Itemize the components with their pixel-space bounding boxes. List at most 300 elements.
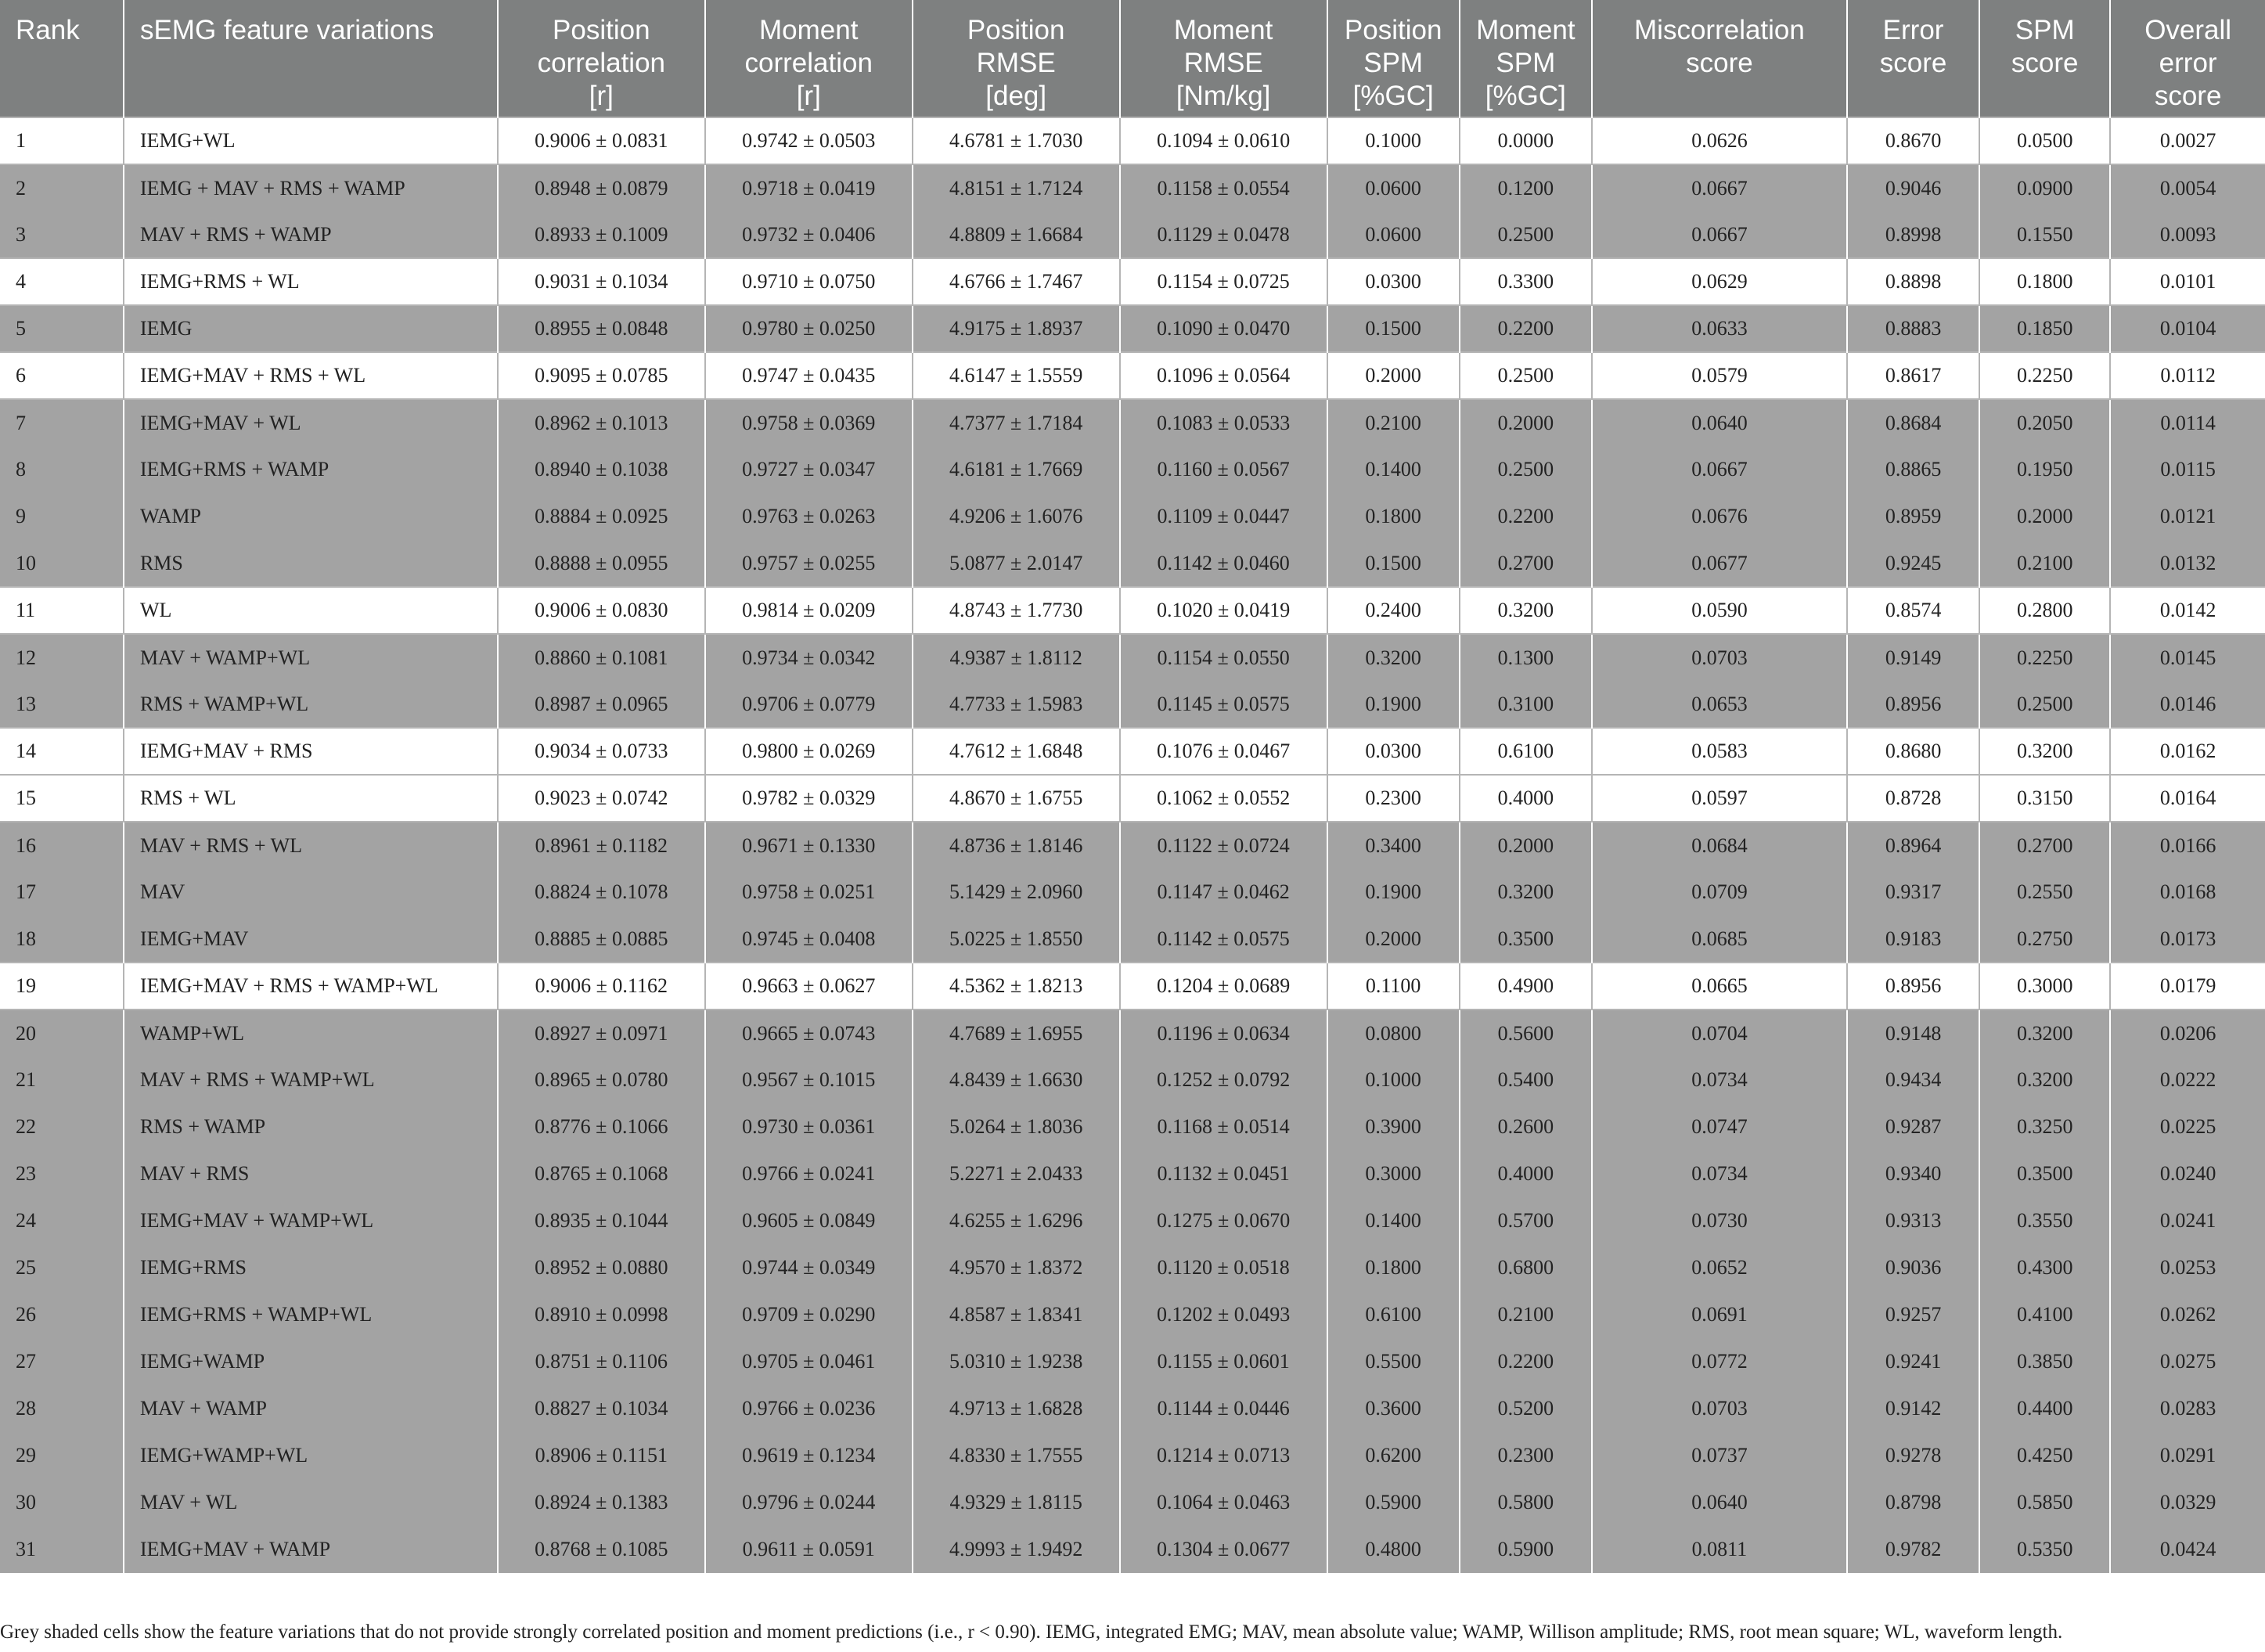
value-cell: 4.7689 ± 1.6955 [913,1010,1120,1056]
value-cell: 0.0168 [2110,869,2265,916]
value-cell: 0.0734 [1592,1056,1847,1103]
rank-cell: 11 [0,587,124,634]
value-cell: 0.9434 [1847,1056,1979,1103]
value-cell: 4.5362 ± 1.8213 [913,963,1120,1010]
value-cell: 0.9732 ± 0.0406 [705,211,913,258]
value-cell: 0.2000 [1327,916,1460,963]
value-cell: 0.2700 [1460,540,1592,587]
value-cell: 0.9742 ± 0.0503 [705,117,913,164]
value-cell: 0.9031 ± 0.1034 [498,258,705,305]
rank-cell: 2 [0,164,124,211]
table-row [0,869,2265,916]
value-cell: 0.4900 [1460,963,1592,1010]
column-header [0,0,124,117]
column-header [913,0,1120,117]
feature-cell: WL [124,587,498,634]
value-cell: 0.0730 [1592,1197,1847,1244]
column-header-line: [deg] [985,81,1047,111]
value-cell: 0.8768 ± 0.1085 [498,1526,705,1573]
feature-cell: RMS + WAMP+WL [124,681,498,728]
value-cell: 0.8955 ± 0.0848 [498,305,705,352]
table-row [0,258,2265,305]
value-cell: 0.0652 [1592,1244,1847,1291]
column-header-line: RMSE [1183,48,1263,78]
value-cell: 0.8824 ± 0.1078 [498,869,705,916]
value-cell: 0.9758 ± 0.0251 [705,869,913,916]
value-cell: 0.8860 ± 0.1081 [498,634,705,681]
rank-cell: 31 [0,1526,124,1573]
feature-cell: IEMG+MAV + WL [124,399,498,446]
value-cell: 0.2000 [1327,352,1460,399]
value-cell: 0.8885 ± 0.0885 [498,916,705,963]
value-cell: 0.1109 ± 0.0447 [1120,493,1327,540]
value-cell: 0.2250 [1979,352,2110,399]
value-cell: 0.0600 [1327,211,1460,258]
column-header [1327,0,1460,117]
value-cell: 0.9782 [1847,1526,1979,1573]
value-cell: 0.5350 [1979,1526,2110,1573]
value-cell: 0.0164 [2110,775,2265,822]
value-cell: 0.0000 [1460,117,1592,164]
table-header [0,0,2265,117]
value-cell: 0.0225 [2110,1103,2265,1150]
value-cell: 0.0665 [1592,963,1847,1010]
column-header-line: Miscorrelation [1634,15,1805,45]
value-cell: 0.4000 [1460,1150,1592,1197]
value-cell: 0.1147 ± 0.0462 [1120,869,1327,916]
column-header-line: correlation [744,48,873,78]
value-cell: 0.8884 ± 0.0925 [498,493,705,540]
value-cell: 0.9046 [1847,164,1979,211]
feature-cell: IEMG + MAV + RMS + WAMP [124,164,498,211]
value-cell: 0.1000 [1327,1056,1460,1103]
value-cell: 0.1252 ± 0.0792 [1120,1056,1327,1103]
value-cell: 0.0166 [2110,822,2265,869]
value-cell: 0.0703 [1592,634,1847,681]
value-cell: 0.9796 ± 0.0244 [705,1479,913,1526]
header-row [0,0,2265,117]
value-cell: 0.1800 [1979,258,2110,305]
value-cell: 0.9142 [1847,1385,1979,1432]
column-header-line: score [2011,48,2079,78]
value-cell: 0.0583 [1592,728,1847,775]
column-header [124,0,498,117]
value-cell: 0.8776 ± 0.1066 [498,1103,705,1150]
value-cell: 5.0264 ± 1.8036 [913,1103,1120,1150]
value-cell: 0.0146 [2110,681,2265,728]
column-header [1979,0,2110,117]
value-cell: 0.1000 [1327,117,1460,164]
value-cell: 0.9800 ± 0.0269 [705,728,913,775]
value-cell: 0.0640 [1592,1479,1847,1526]
value-cell: 0.9340 [1847,1150,1979,1197]
value-cell: 0.8617 [1847,352,1979,399]
feature-cell: RMS + WL [124,775,498,822]
value-cell: 0.0121 [2110,493,2265,540]
rank-cell: 9 [0,493,124,540]
value-cell: 0.0241 [2110,1197,2265,1244]
column-header [2110,0,2265,117]
feature-cell: IEMG+MAV + WAMP [124,1526,498,1573]
value-cell: 0.5200 [1460,1385,1592,1432]
rank-cell: 16 [0,822,124,869]
value-cell: 0.8798 [1847,1479,1979,1526]
rank-cell: 25 [0,1244,124,1291]
feature-cell: IEMG+MAV + RMS + WAMP+WL [124,963,498,1010]
value-cell: 0.5500 [1327,1338,1460,1385]
value-cell: 0.1304 ± 0.0677 [1120,1526,1327,1573]
value-cell: 0.8680 [1847,728,1979,775]
value-cell: 0.0329 [2110,1479,2265,1526]
value-cell: 0.0590 [1592,587,1847,634]
feature-cell: MAV + WAMP [124,1385,498,1432]
value-cell: 0.1204 ± 0.0689 [1120,963,1327,1010]
column-header-line: score [2154,81,2222,111]
value-cell: 0.0676 [1592,493,1847,540]
value-cell: 4.6766 ± 1.7467 [913,258,1120,305]
table-row [0,1432,2265,1479]
value-cell: 0.0093 [2110,211,2265,258]
table-row [0,352,2265,399]
rank-cell: 15 [0,775,124,822]
value-cell: 4.6781 ± 1.7030 [913,117,1120,164]
value-cell: 4.8743 ± 1.7730 [913,587,1120,634]
value-cell: 5.1429 ± 2.0960 [913,869,1120,916]
value-cell: 0.1144 ± 0.0446 [1120,1385,1327,1432]
value-cell: 4.8151 ± 1.7124 [913,164,1120,211]
value-cell: 0.6800 [1460,1244,1592,1291]
value-cell: 0.1160 ± 0.0567 [1120,446,1327,493]
value-cell: 0.0142 [2110,587,2265,634]
value-cell: 0.8927 ± 0.0971 [498,1010,705,1056]
value-cell: 0.0500 [1979,117,2110,164]
table-row [0,916,2265,963]
rank-cell: 27 [0,1338,124,1385]
rank-cell: 21 [0,1056,124,1103]
table-row [0,211,2265,258]
rank-cell: 20 [0,1010,124,1056]
table-row [0,1479,2265,1526]
feature-cell: IEMG+RMS + WL [124,258,498,305]
value-cell: 0.5600 [1460,1010,1592,1056]
column-header-line: sEMG feature variations [139,15,434,45]
value-cell: 0.0747 [1592,1103,1847,1150]
table-row [0,540,2265,587]
table-footnote: Grey shaded cells show the feature variations that do not provide strongly correlated position and moment predictions (i.e., r < 0.90). IEMG, integrated EMG; MAV, mean absolute value; WAMP, Willison amplitude; RMS, root mean square; WL, waveform length. [0,1621,2265,1643]
value-cell: 0.3200 [1460,869,1592,916]
value-cell: 0.1158 ± 0.0554 [1120,164,1327,211]
value-cell: 0.0579 [1592,352,1847,399]
value-cell: 0.1090 ± 0.0470 [1120,305,1327,352]
value-cell: 0.9241 [1847,1338,1979,1385]
value-cell: 0.0811 [1592,1526,1847,1573]
value-cell: 0.3600 [1327,1385,1460,1432]
value-cell: 0.3850 [1979,1338,2110,1385]
feature-cell: IEMG+RMS + WAMP [124,446,498,493]
value-cell: 0.0300 [1327,258,1460,305]
value-cell: 0.3550 [1979,1197,2110,1244]
value-cell: 4.6181 ± 1.7669 [913,446,1120,493]
value-cell: 0.0179 [2110,963,2265,1010]
value-cell: 0.8827 ± 0.1034 [498,1385,705,1432]
value-cell: 0.3200 [1979,1010,2110,1056]
value-cell: 0.8933 ± 0.1009 [498,211,705,258]
value-cell: 0.0772 [1592,1338,1847,1385]
table-row [0,775,2265,822]
value-cell: 5.2271 ± 2.0433 [913,1150,1120,1197]
value-cell: 0.8728 [1847,775,1979,822]
feature-cell: IEMG+RMS [124,1244,498,1291]
column-header-line: Moment [1476,15,1575,45]
value-cell: 0.0737 [1592,1432,1847,1479]
value-cell: 0.2600 [1460,1103,1592,1150]
value-cell: 0.5900 [1460,1526,1592,1573]
feature-cell: WAMP+WL [124,1010,498,1056]
rank-cell: 12 [0,634,124,681]
value-cell: 0.8965 ± 0.0780 [498,1056,705,1103]
value-cell: 0.9710 ± 0.0750 [705,258,913,305]
column-header-line: [%GC] [1485,81,1566,111]
value-cell: 0.1142 ± 0.0575 [1120,916,1327,963]
value-cell: 4.9993 ± 1.9492 [913,1526,1120,1573]
value-cell: 0.0253 [2110,1244,2265,1291]
value-cell: 0.0054 [2110,164,2265,211]
value-cell: 0.1200 [1460,164,1592,211]
column-header-line: Error [1882,15,1944,45]
value-cell: 0.1196 ± 0.0634 [1120,1010,1327,1056]
value-cell: 4.9713 ± 1.6828 [913,1385,1120,1432]
value-cell: 0.8961 ± 0.1182 [498,822,705,869]
column-header-line: [%GC] [1352,81,1434,111]
value-cell: 0.9183 [1847,916,1979,963]
value-cell: 0.1800 [1327,1244,1460,1291]
value-cell: 4.9387 ± 1.8112 [913,634,1120,681]
table-row [0,1197,2265,1244]
value-cell: 0.4100 [1979,1291,2110,1338]
value-cell: 0.1300 [1460,634,1592,681]
value-cell: 0.0291 [2110,1432,2265,1479]
value-cell: 0.0173 [2110,916,2265,963]
value-cell: 0.1154 ± 0.0725 [1120,258,1327,305]
value-cell: 5.0225 ± 1.8550 [913,916,1120,963]
feature-cell: IEMG+MAV + WAMP+WL [124,1197,498,1244]
column-header-line: [r] [589,81,614,111]
value-cell: 0.1122 ± 0.0724 [1120,822,1327,869]
table-row [0,587,2265,634]
value-cell: 0.2550 [1979,869,2110,916]
column-header [1592,0,1847,117]
value-cell: 0.4000 [1460,775,1592,822]
column-header-line: score [1879,48,1947,78]
value-cell: 0.9148 [1847,1010,1979,1056]
value-cell: 0.8948 ± 0.0879 [498,164,705,211]
value-cell: 0.0222 [2110,1056,2265,1103]
value-cell: 4.8330 ± 1.7555 [913,1432,1120,1479]
feature-cell: MAV [124,869,498,916]
value-cell: 0.0027 [2110,117,2265,164]
feature-cell: IEMG+RMS + WAMP+WL [124,1291,498,1338]
value-cell: 0.8959 [1847,493,1979,540]
table-row [0,1056,2265,1103]
rank-cell: 26 [0,1291,124,1338]
value-cell: 0.2500 [1979,681,2110,728]
value-cell: 0.2100 [1460,1291,1592,1338]
value-cell: 0.0667 [1592,211,1847,258]
value-cell: 0.9665 ± 0.0743 [705,1010,913,1056]
value-cell: 0.0206 [2110,1010,2265,1056]
value-cell: 0.0283 [2110,1385,2265,1432]
value-cell: 0.3300 [1460,258,1592,305]
value-cell: 4.8809 ± 1.6684 [913,211,1120,258]
rank-cell: 22 [0,1103,124,1150]
value-cell: 0.1020 ± 0.0419 [1120,587,1327,634]
value-cell: 0.9036 [1847,1244,1979,1291]
value-cell: 0.5400 [1460,1056,1592,1103]
column-header-line: SPM [2015,15,2075,45]
value-cell: 4.7733 ± 1.5983 [913,681,1120,728]
value-cell: 0.9095 ± 0.0785 [498,352,705,399]
feature-cell: WAMP [124,493,498,540]
value-cell: 0.9619 ± 0.1234 [705,1432,913,1479]
value-cell: 0.0640 [1592,399,1847,446]
feature-cell: IEMG+MAV [124,916,498,963]
value-cell: 4.9570 ± 1.8372 [913,1244,1120,1291]
value-cell: 0.6200 [1327,1432,1460,1479]
value-cell: 0.2500 [1460,446,1592,493]
value-cell: 0.0691 [1592,1291,1847,1338]
value-cell: 4.6255 ± 1.6296 [913,1197,1120,1244]
column-header-line: RMSE [976,48,1056,78]
value-cell: 0.9611 ± 0.0591 [705,1526,913,1573]
rank-cell: 19 [0,963,124,1010]
value-cell: 0.9605 ± 0.0849 [705,1197,913,1244]
value-cell: 0.9313 [1847,1197,1979,1244]
value-cell: 0.1400 [1327,446,1460,493]
value-cell: 0.8888 ± 0.0955 [498,540,705,587]
table-row [0,164,2265,211]
value-cell: 0.2250 [1979,634,2110,681]
value-cell: 4.8670 ± 1.6755 [913,775,1120,822]
rank-cell: 14 [0,728,124,775]
value-cell: 4.9206 ± 1.6076 [913,493,1120,540]
value-cell: 0.5900 [1327,1479,1460,1526]
value-cell: 0.9287 [1847,1103,1979,1150]
column-header [1460,0,1592,117]
value-cell: 0.9006 ± 0.1162 [498,963,705,1010]
value-cell: 4.6147 ± 1.5559 [913,352,1120,399]
table-row [0,1526,2265,1573]
value-cell: 0.8940 ± 0.1038 [498,446,705,493]
table-row [0,117,2265,164]
column-header-line: Position [967,15,1065,45]
value-cell: 0.2000 [1979,493,2110,540]
table-row [0,963,2265,1010]
table-body [0,117,2265,1573]
rank-cell: 13 [0,681,124,728]
feature-cell: IEMG [124,305,498,352]
value-cell: 0.9766 ± 0.0236 [705,1385,913,1432]
column-header-line: Moment [1173,15,1273,45]
value-cell: 0.0600 [1327,164,1460,211]
value-cell: 0.3100 [1460,681,1592,728]
value-cell: 0.0629 [1592,258,1847,305]
feature-cell: RMS + WAMP [124,1103,498,1150]
column-header-line: SPM [1363,48,1424,78]
value-cell: 0.2700 [1979,822,2110,869]
value-cell: 0.9814 ± 0.0209 [705,587,913,634]
value-cell: 0.0275 [2110,1338,2265,1385]
value-cell: 0.9149 [1847,634,1979,681]
value-cell: 0.0685 [1592,916,1847,963]
value-cell: 0.0300 [1327,728,1460,775]
value-cell: 0.2200 [1460,493,1592,540]
feature-cell: MAV + RMS + WAMP+WL [124,1056,498,1103]
value-cell: 0.8952 ± 0.0880 [498,1244,705,1291]
value-cell: 0.1214 ± 0.0713 [1120,1432,1327,1479]
rank-cell: 4 [0,258,124,305]
rank-cell: 24 [0,1197,124,1244]
value-cell: 0.4250 [1979,1432,2110,1479]
feature-cell: MAV + WAMP+WL [124,634,498,681]
feature-cell: RMS [124,540,498,587]
value-cell: 0.8910 ± 0.0998 [498,1291,705,1338]
value-cell: 0.8962 ± 0.1013 [498,399,705,446]
value-cell: 0.9245 [1847,540,1979,587]
value-cell: 0.8935 ± 0.1044 [498,1197,705,1244]
rank-cell: 6 [0,352,124,399]
value-cell: 0.9745 ± 0.0408 [705,916,913,963]
value-cell: 0.1100 [1327,963,1460,1010]
value-cell: 0.3200 [1979,1056,2110,1103]
value-cell: 0.9782 ± 0.0329 [705,775,913,822]
value-cell: 0.1155 ± 0.0601 [1120,1338,1327,1385]
value-cell: 0.9567 ± 0.1015 [705,1056,913,1103]
rank-cell: 7 [0,399,124,446]
value-cell: 0.0704 [1592,1010,1847,1056]
column-header-line: Rank [16,15,80,45]
value-cell: 4.8736 ± 1.8146 [913,822,1120,869]
value-cell: 0.8883 [1847,305,1979,352]
value-cell: 0.2500 [1460,352,1592,399]
feature-cell: IEMG+WAMP [124,1338,498,1385]
rank-cell: 23 [0,1150,124,1197]
value-cell: 0.1129 ± 0.0478 [1120,211,1327,258]
rank-cell: 18 [0,916,124,963]
value-cell: 4.7612 ± 1.6848 [913,728,1120,775]
value-cell: 0.0900 [1979,164,2110,211]
value-cell: 0.0667 [1592,446,1847,493]
column-header-line: Position [1344,15,1442,45]
column-header-line: Position [553,15,650,45]
value-cell: 0.2300 [1460,1432,1592,1479]
value-cell: 0.0800 [1327,1010,1460,1056]
rank-cell: 3 [0,211,124,258]
value-cell: 0.8751 ± 0.1106 [498,1338,705,1385]
value-cell: 0.9023 ± 0.0742 [498,775,705,822]
column-header-line: Overall [2144,15,2232,45]
value-cell: 0.9718 ± 0.0419 [705,164,913,211]
feature-cell: MAV + RMS [124,1150,498,1197]
value-cell: 0.0115 [2110,446,2265,493]
value-cell: 0.0145 [2110,634,2265,681]
value-cell: 0.3000 [1327,1150,1460,1197]
value-cell: 0.1096 ± 0.0564 [1120,352,1327,399]
feature-cell: IEMG+MAV + RMS [124,728,498,775]
column-header-line: correlation [537,48,666,78]
value-cell: 0.1550 [1979,211,2110,258]
feature-cell: IEMG+WL [124,117,498,164]
value-cell: 0.3000 [1979,963,2110,1010]
